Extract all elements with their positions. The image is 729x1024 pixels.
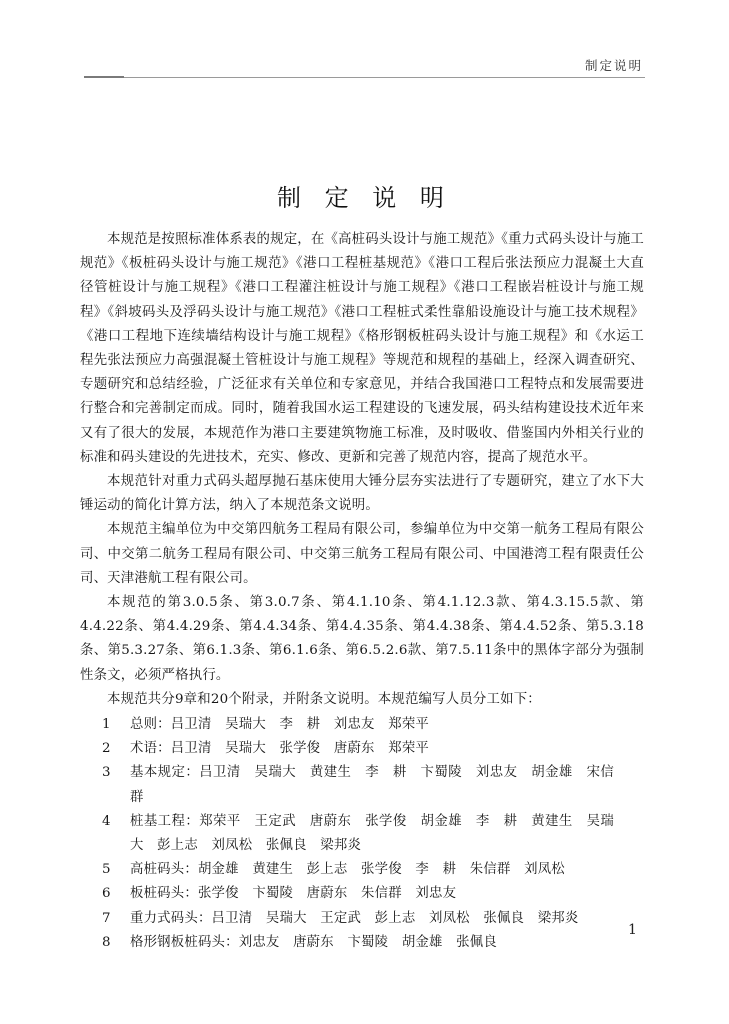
chapter-authors: 吕卫清 吴瑞大 李 耕 刘忠友 郑荣平 bbox=[170, 717, 430, 733]
paragraph-mandatory-clauses: 本规范的第3.0.5条、第3.0.7条、第4.1.10条、第4.1.12.3款、第4.3.15.5款、第4.4.22条、第4.4.29条、第4.4.34条、第4.4.35条、第4.4.38条、第4.4.52条、第5.3.18条、第5.3.27条、第6.1.3条、第6.1.6条、第6.5.2.6款、第7.5.11条中的黑体字部分为强制性条文，必须严格执行。 bbox=[80, 595, 644, 683]
chapter-item bbox=[80, 761, 644, 809]
chapter-item bbox=[80, 931, 644, 955]
chapter-item bbox=[80, 713, 644, 737]
chapter-item bbox=[80, 882, 644, 906]
running-header bbox=[84, 50, 645, 80]
chapter-number: 5 bbox=[102, 862, 111, 878]
chapter-number: 3 bbox=[102, 765, 111, 781]
chapter-authors: 吕卫清 吴瑞大 黄建生 李 耕 卞蜀陵 刘忠友 胡金雄 宋信群 bbox=[130, 765, 615, 805]
chapter-item bbox=[80, 810, 644, 858]
paragraph-units: 本规范主编单位为中交第四航务工程局有限公司，参编单位为中交第一航务工程局有限公司、中交第二航务工程局有限公司、中交第三航务工程局有限公司、中国港湾工程有限责任公司、天津港航工程有限公司。 bbox=[80, 522, 644, 586]
chapter-number: 7 bbox=[102, 910, 111, 926]
chapter-number: 1 bbox=[102, 717, 111, 733]
chapter-number: 2 bbox=[102, 741, 111, 757]
chapter-number: 4 bbox=[102, 813, 111, 829]
chapter-title: 总则： bbox=[130, 717, 171, 733]
chapter-number: 8 bbox=[102, 934, 111, 950]
chapter-authors: 吕卫清 吴瑞大 王定武 彭上志 刘凤松 张佩良 梁邦炎 bbox=[211, 910, 579, 926]
paragraph-structure: 本规范共分9章和20个附录，并附条文说明。本规范编写人员分工如下： bbox=[107, 691, 541, 707]
chapter-title: 术语： bbox=[130, 741, 171, 757]
chapter-number: 6 bbox=[102, 886, 111, 902]
chapter-authors: 张学俊 卞蜀陵 唐蔚东 朱信群 刘忠友 bbox=[197, 886, 457, 902]
chapter-authors: 刘忠友 唐蔚东 卞蜀陵 胡金雄 张佩良 bbox=[238, 934, 497, 950]
chapter-title: 板桩码头： bbox=[130, 886, 198, 902]
paragraph-background: 本规范是按照标准体系表的规定，在《高桩码头设计与施工规范》《重力式码头设计与施工规范》《板桩码头设计与施工规范》《港口工程桩基规范》《港口工程后张法预应力混凝土大直径管桩设计与施工规程》《港口工程灌注桩设计与施工规程》《港口工程嵌岩桩设计与施工规程》《斜坡码头及浮码头设计与施工规范》《港口工程桩式柔性靠船设施设计与施工技术规程》《港口工程地下连续墙结构设计与施工规程》《格形钢板桩码头设计与施工规程》和《水运工程先张法预应力高强混凝土管桩设计与施工规程》等规范和规程的基础上，经深入调查研究、专题研究和总结经验，广泛征求有关单位和专家意见，并结合我国港口工程特点和发展需要进行整合和完善制定而成。同时，随着我国水运工程建设的飞速发展，码头结构建设技术近年来又有了很大的发展，本规范作为港口主要建筑物施工标准，及时吸收、借鉴国内外相关行业的标准和码头建设的先进技术，充实、修改、更新和完善了规范内容，提高了规范水平。 bbox=[80, 232, 644, 465]
header-rule bbox=[84, 77, 645, 78]
chapter-author-list bbox=[80, 713, 644, 955]
chapter-title: 基本规定： bbox=[130, 765, 200, 781]
body-text bbox=[80, 228, 644, 955]
chapter-authors: 吕卫清 吴瑞大 张学俊 唐蔚东 郑荣平 bbox=[170, 741, 430, 757]
chapter-item bbox=[80, 858, 644, 882]
chapter-title: 桩基工程： bbox=[130, 813, 200, 829]
chapter-authors: 胡金雄 黄建生 彭上志 张学俊 李 耕 朱信群 刘凤松 bbox=[197, 862, 565, 878]
chapter-item bbox=[80, 907, 644, 931]
header-rule-accent bbox=[84, 76, 124, 78]
chapter-title: 高桩码头： bbox=[130, 862, 198, 878]
chapter-item bbox=[80, 737, 644, 761]
chapter-title: 格形钢板桩码头： bbox=[130, 934, 239, 950]
chapter-authors: 郑荣平 王定武 唐蔚东 张学俊 胡金雄 李 耕 黄建生 吴瑞大 彭上志 刘凤松 张佩良 梁邦炎 bbox=[130, 813, 615, 854]
page-number: 1 bbox=[628, 922, 637, 938]
chapter-title: 重力式码头： bbox=[130, 910, 212, 926]
page-title: 制 定 说 明 bbox=[277, 184, 452, 212]
paragraph-special-study: 本规范针对重力式码头超厚抛石基床使用大锤分层夯实法进行了专题研究，建立了水下大锤运动的简化计算方法，纳入了本规范条文说明。 bbox=[80, 474, 644, 514]
running-title: 制定说明 bbox=[584, 58, 643, 73]
